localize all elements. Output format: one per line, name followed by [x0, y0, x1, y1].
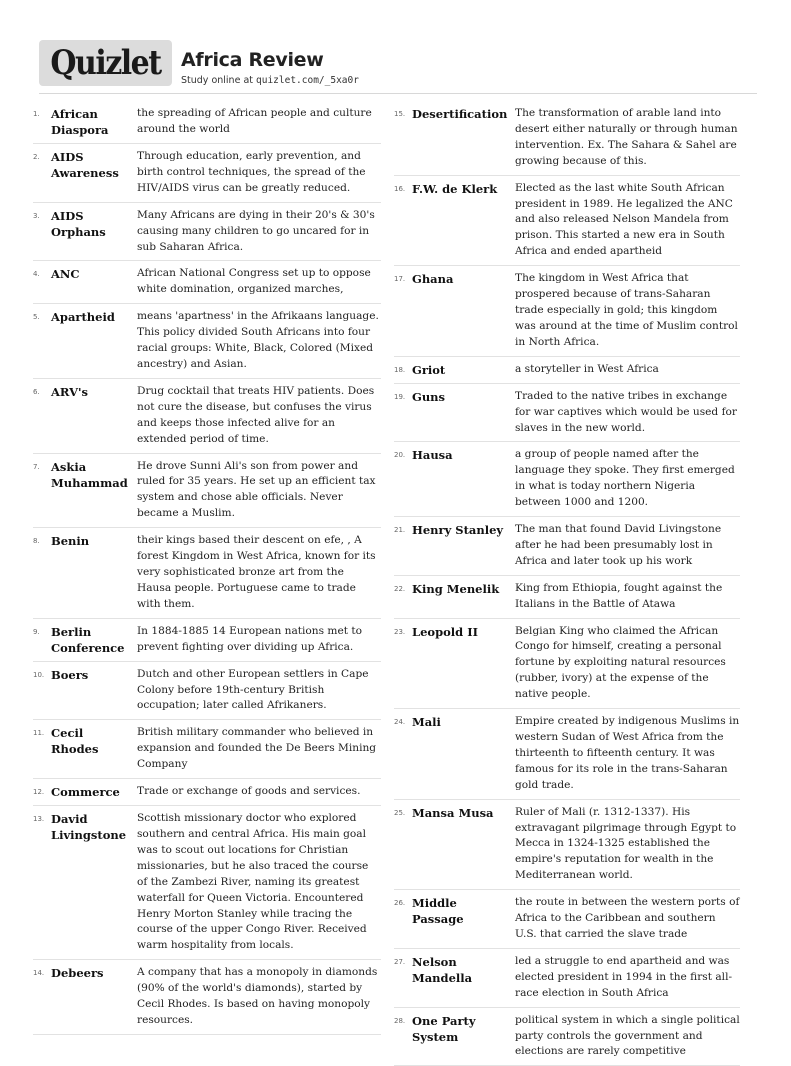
term-entry — [33, 454, 381, 529]
entry-definition: a group of people named after the language they spoke. They first emerged in what is today northern Nigeria between 1000 and 1200. — [515, 448, 735, 509]
entry-term: Debeers — [51, 966, 104, 981]
quizlet-logo — [39, 40, 172, 86]
term-entry — [394, 890, 740, 949]
entry-number: 11. — [33, 729, 45, 738]
term-entry — [394, 357, 740, 384]
entry-term: AIDS Awareness — [51, 150, 119, 180]
entry-term: Guns — [412, 389, 446, 404]
entry-number: 25. — [394, 808, 406, 817]
entry-number: 19. — [394, 392, 406, 401]
entry-definition: means 'apartness' in the Afrikaans language. This policy divided South Africans into four racial groups: White, Black, Colored (Mixed ancestry) and Asian. — [137, 310, 379, 370]
entry-term: Benin — [51, 534, 90, 549]
entry-term: Boers — [51, 667, 89, 682]
entry-definition: their kings based their descent on efe, , A forest Kingdom in West Africa, known for its very sophisticated bronze art from the Hausa people. Portuguese came to trade with them. — [137, 534, 376, 610]
entry-number: 4. — [33, 270, 40, 279]
entry-definition: Drug cocktail that treats HIV patients. Does not cure the disease, but confuses the virus and keeps those infected alive for an extended period of time. — [137, 384, 375, 445]
entry-term: Cecil Rhodes — [51, 726, 99, 757]
entry-definition: the route in between the western ports of Africa to the Caribbean and southern U.S. that carried the slave trade — [515, 896, 740, 940]
term-entry — [394, 800, 740, 891]
term-entry — [394, 949, 740, 1008]
term-entry — [394, 517, 740, 576]
entry-definition: Belgian King who claimed the African Congo for himself, creating a personal fortune by exploiting natural resources (rubber, ivory) at the expense of the native people. — [515, 624, 726, 701]
entry-term: King Menelik — [412, 581, 500, 596]
entry-definition: The kingdom in West Africa that prospered because of trans-Saharan trade especially in gold; this kingdom was around at the time of Muslim control in North Africa. — [515, 272, 738, 348]
entry-definition: Scottish missionary doctor who explored southern and central Africa. His main goal was to scout out locations for Christian missionaries, but he also traced the course of the Zambezi River, naming its greatest waterfall for Queen Victoria. Encountered Henry Morton Stanley while tracing the course of the upper Congo River. Received warm hospitality from locals. — [137, 812, 369, 952]
entry-number: 22. — [394, 584, 406, 593]
entry-term: African Diaspora — [51, 107, 109, 137]
entry-number: 20. — [394, 451, 406, 460]
study-online-line — [181, 75, 359, 86]
term-entry — [394, 1008, 740, 1066]
term-entry — [394, 619, 740, 710]
entry-number: 24. — [394, 718, 406, 727]
entry-definition: Traded to the native tribes in exchange for war captives which would be used for slaves in the new world. — [515, 389, 737, 434]
entry-number: 1. — [33, 110, 40, 118]
entry-definition: The man that found David Livingstone after he had been presumably lost in Africa and later took up his work — [515, 523, 722, 567]
entry-number: 8. — [33, 537, 40, 546]
entry-number: 16. — [394, 184, 406, 193]
page-header — [39, 40, 757, 94]
entry-definition: Through education, early prevention, and birth control techniques, the spread of the HIV/AIDS virus can be greatly reduced. — [137, 150, 366, 194]
entry-number: 21. — [394, 526, 406, 535]
entry-definition: Dutch and other European settlers in Cape Colony before 19th-century British occupation; later called Afrikaners. — [137, 667, 369, 712]
term-entry — [394, 266, 740, 357]
entry-definition: Ruler of Mali (r. 1312-1337). His extravagant pilgrimage through Egypt to Mecca in 1324-1325 established the empire's reputation for wealth in the Mediterranean world. — [515, 805, 737, 882]
entry-term: Leopold II — [412, 624, 478, 639]
entry-number: 12. — [33, 788, 45, 797]
term-entry — [33, 528, 381, 619]
term-entry — [33, 203, 381, 262]
entry-definition: Trade or exchange of goods and services. — [137, 785, 361, 798]
entry-term: AIDS Orphans — [51, 208, 106, 239]
entry-definition: Elected as the last white South African president in 1989. He legalized the ANC and also released Nelson Mandela from prison. This started a new era in South Africa and ended apartheid — [515, 181, 733, 258]
left-column — [33, 101, 381, 1035]
entry-term: F.W. de Klerk — [412, 181, 498, 196]
term-entry — [33, 379, 381, 454]
entry-number: 23. — [394, 627, 406, 636]
entry-term: Apartheid — [51, 310, 115, 325]
term-entry — [33, 304, 381, 379]
entry-number: 2. — [33, 153, 40, 161]
entry-definition: Many Africans are dying in their 20's & 30's causing many children to go uncared for in sub Saharan Africa. — [137, 208, 375, 253]
term-entry — [33, 101, 381, 144]
entry-term: Middle Passage — [412, 896, 464, 927]
entry-number: 18. — [394, 365, 406, 374]
entry-definition: African National Congress set up to oppose white domination, organized marches, — [137, 267, 371, 296]
entry-definition: A company that has a monopoly in diamonds (90% of the world's diamonds), started by Cecil Rhodes. Is based on having monopoly resources. — [137, 966, 378, 1026]
entry-definition: a storyteller in West Africa — [515, 362, 659, 375]
entry-number: 10. — [33, 670, 45, 679]
term-entry — [33, 144, 381, 203]
entry-number: 14. — [33, 969, 45, 978]
entry-term: Griot — [412, 362, 446, 377]
entry-number: 15. — [394, 110, 406, 118]
entry-number: 26. — [394, 899, 406, 908]
entry-term: Mali — [412, 715, 441, 730]
entry-term: Henry Stanley — [412, 523, 504, 538]
term-entry — [33, 806, 381, 960]
entry-term: Desertification — [412, 107, 508, 121]
entry-number: 17. — [394, 275, 406, 284]
entry-number: 3. — [33, 211, 40, 220]
entry-term: ARV's — [51, 384, 88, 399]
study-online-prefix: Study online at — [181, 75, 257, 86]
entry-definition: political system in which a single political party controls the government and elections are rarely competitive — [515, 1013, 740, 1058]
entry-definition: King from Ethiopia, fought against the Italians in the Battle of Atawa — [515, 581, 723, 610]
term-entry — [33, 261, 381, 304]
entry-term: ANC — [51, 267, 80, 282]
term-entry — [394, 101, 740, 176]
entry-number: 13. — [33, 815, 45, 824]
entry-number: 6. — [33, 387, 40, 396]
entry-number: 7. — [33, 462, 40, 471]
right-column — [394, 101, 740, 1066]
entry-term: Commerce — [51, 785, 120, 800]
entry-number: 27. — [394, 957, 406, 966]
entry-term: One Party System — [412, 1013, 476, 1044]
term-entry — [394, 176, 740, 267]
term-entry — [394, 576, 740, 619]
term-entry — [394, 709, 740, 800]
page-title: Africa Review — [181, 49, 324, 71]
entry-term: David Livingstone — [51, 812, 127, 843]
entry-number: 28. — [394, 1016, 406, 1025]
term-entry — [33, 662, 381, 721]
entry-term: Ghana — [412, 272, 454, 287]
entry-definition: the spreading of African people and culture around the world — [137, 107, 372, 135]
entry-number: 9. — [33, 627, 40, 636]
entry-term: Nelson Mandella — [412, 954, 473, 985]
study-url: quizlet.com/_5xa0r — [256, 75, 359, 86]
term-entry — [33, 779, 381, 806]
entry-definition: led a struggle to end apartheid and was elected president in 1994 in the first all-race election in South Africa — [515, 954, 733, 999]
term-entry — [394, 442, 740, 517]
entry-term: Berlin Conference — [51, 624, 125, 655]
term-entry — [33, 960, 381, 1035]
entry-definition: In 1884-1885 14 European nations met to prevent fighting over dividing up Africa. — [137, 624, 363, 653]
entry-definition: British military commander who believed in expansion and founded the De Beers Mining Company — [137, 726, 377, 771]
term-entry — [394, 384, 740, 443]
entry-definition: The transformation of arable land into desert either naturally or through human intervention. Ex. The Sahara & Sahel are growing because of this. — [515, 107, 738, 167]
entry-definition: Empire created by indigenous Muslims in western Sudan of West Africa from the thirteenth to fifteenth century. It was famous for its role in the trans-Saharan gold trade. — [515, 715, 740, 791]
entry-term: Hausa — [412, 448, 453, 463]
entry-number: 5. — [33, 313, 40, 322]
entry-term: Askia Muhammad — [51, 459, 128, 490]
entry-term: Mansa Musa — [412, 805, 494, 820]
term-entry — [33, 720, 381, 779]
logo-text: Quizlet — [50, 43, 161, 83]
entry-definition: He drove Sunni Ali's son from power and ruled for 35 years. He set up an efficient tax system and chose able officials. Never became a Muslim. — [137, 459, 376, 520]
term-entry — [33, 619, 381, 662]
